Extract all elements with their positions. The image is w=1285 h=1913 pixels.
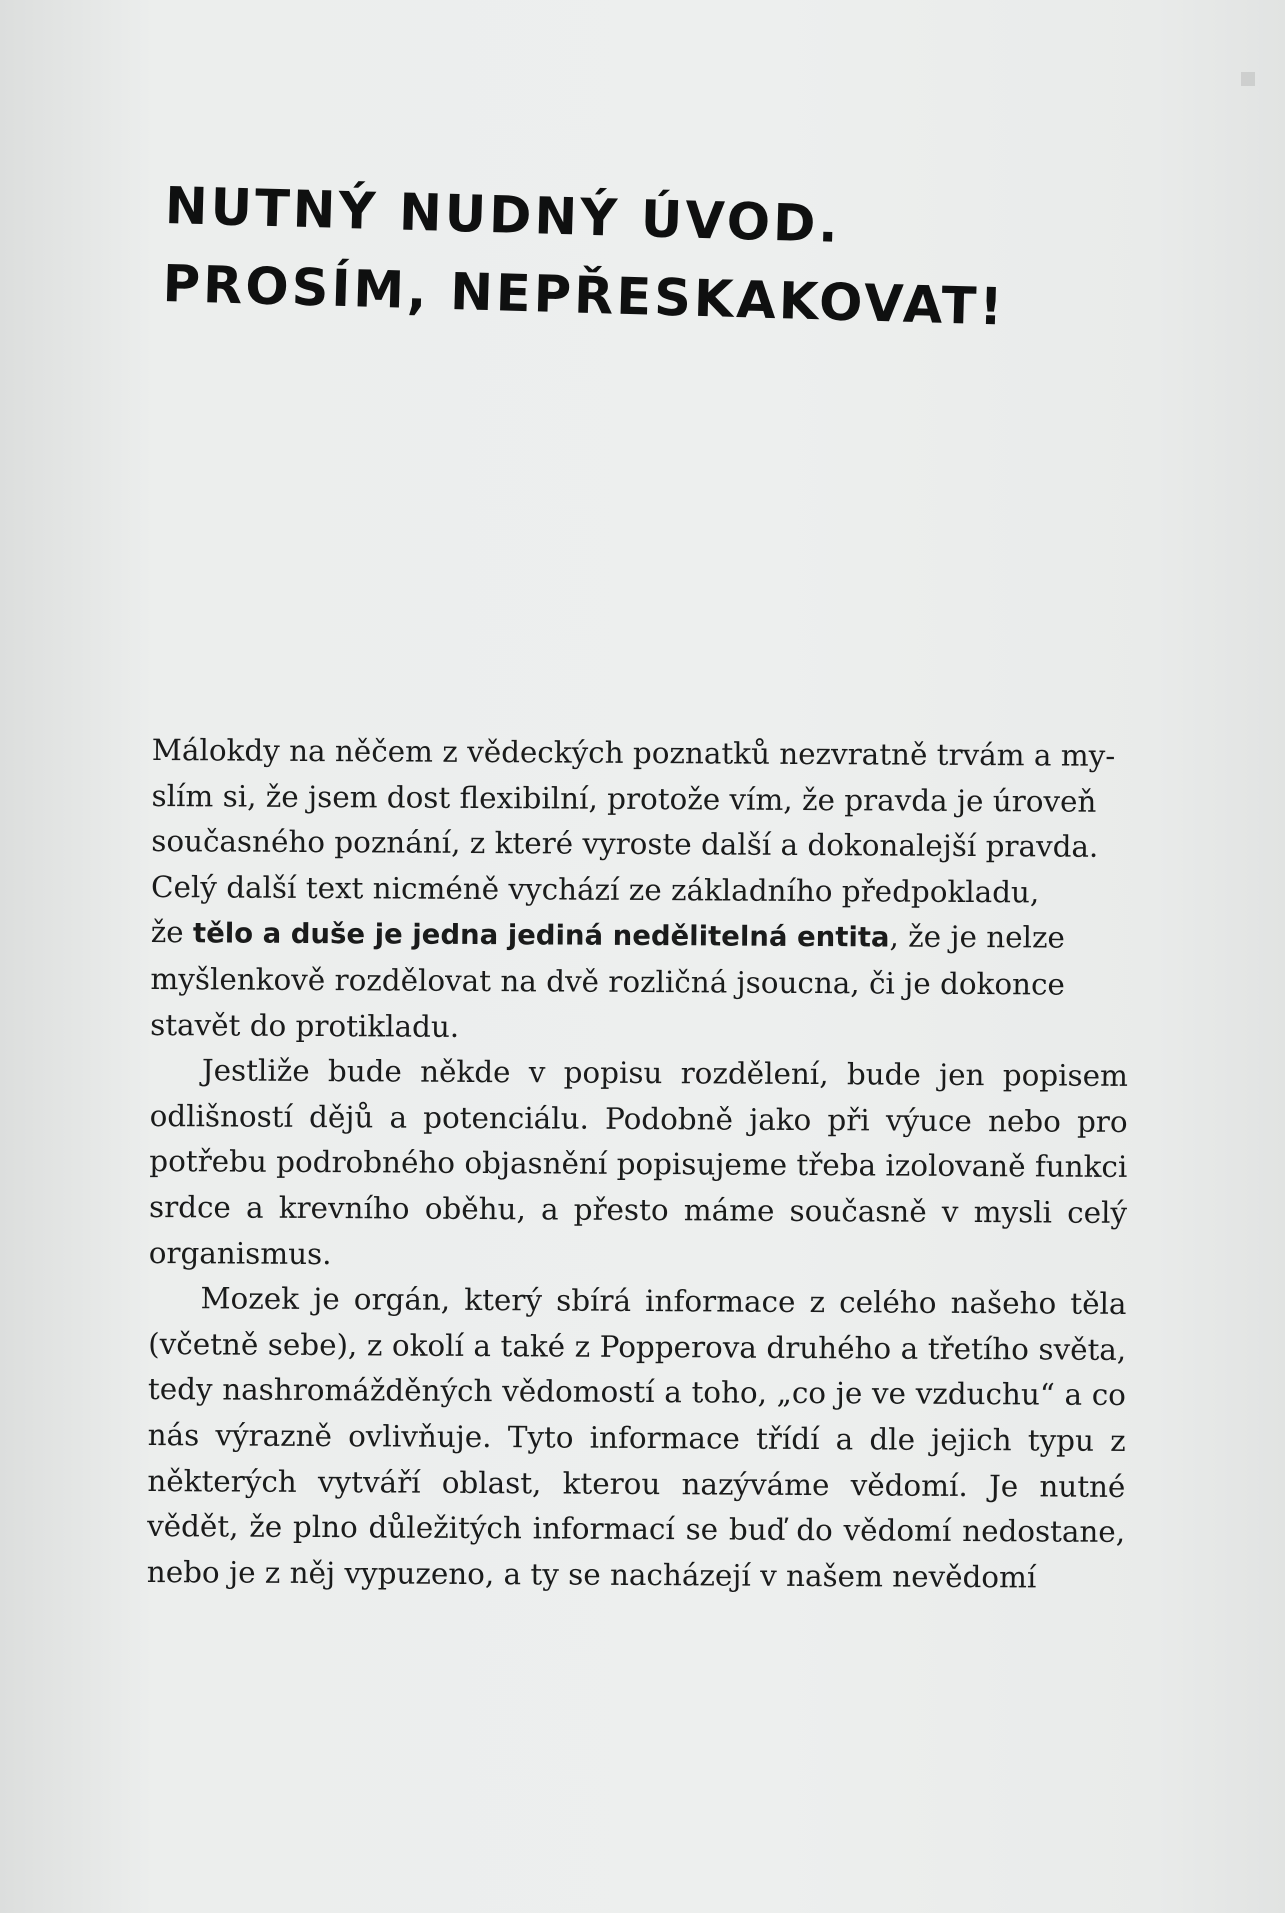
paragraph-3: Mozek je orgán, který sbírá informace z celého našeho těla (včetně sebe), z okolí a také z Popperova druhého a třetího světa, tedy nashromážděných vědomostí a toho, „co je ve vzduchu“ a co nás výrazně ovlivňuje. Tyto informace třídí a dle jejich typu z některých vytváří oblast, kterou nazýváme vědomí. Je nutné vědět, že plno důležitých informací se buď do vědomí nedostane, nebo je z něj vypuzeno, a ty se nacházejí v našem nevědomí (146, 1281, 1127, 1595)
chapter-title (162, 168, 1216, 353)
paragraph-1-lead-in: že (150, 915, 194, 950)
body-text (147, 728, 1130, 1601)
emphasis-text: tělo a duše je jedna jediná nedělitelná entita (192, 917, 890, 954)
paragraph-2: Jestliže bude někde v popisu rozdělení, bude jen popisem odlišností dějů a potenciálu. Podobně jako při výuce nebo pro potřebu podrobného objasnění popisujeme třeba izolovaně funkci srdce a krevního oběhu, a přesto máme současně v mysli celý organismus. (148, 1053, 1128, 1271)
paragraph-1-text: Málokdy na něčem z vědeckých poznatků nezvratně trvám a my- slím si, že jsem dost flexibilní, protože vím, že pravda je úroveň současného poznání, z které vyroste další a dokonalejší pravda. Celý další text nicméně vychází ze základního předpokladu, (150, 732, 1116, 910)
chapter-title-line-1: NUTNÝ NUDNÝ ÚVOD. (164, 176, 842, 255)
show-through-mark (1239, 70, 1257, 88)
chapter-title-line-2: PROSÍM, NEPŘESKAKOVAT! (161, 254, 1007, 338)
paragraph-1 (150, 728, 1130, 1054)
paragraph-1-rest: , že je nelze myšlenkově rozdělovat na dvě rozličná jsoucna, či je dokonce stavět do protikladu. (150, 919, 1065, 1044)
